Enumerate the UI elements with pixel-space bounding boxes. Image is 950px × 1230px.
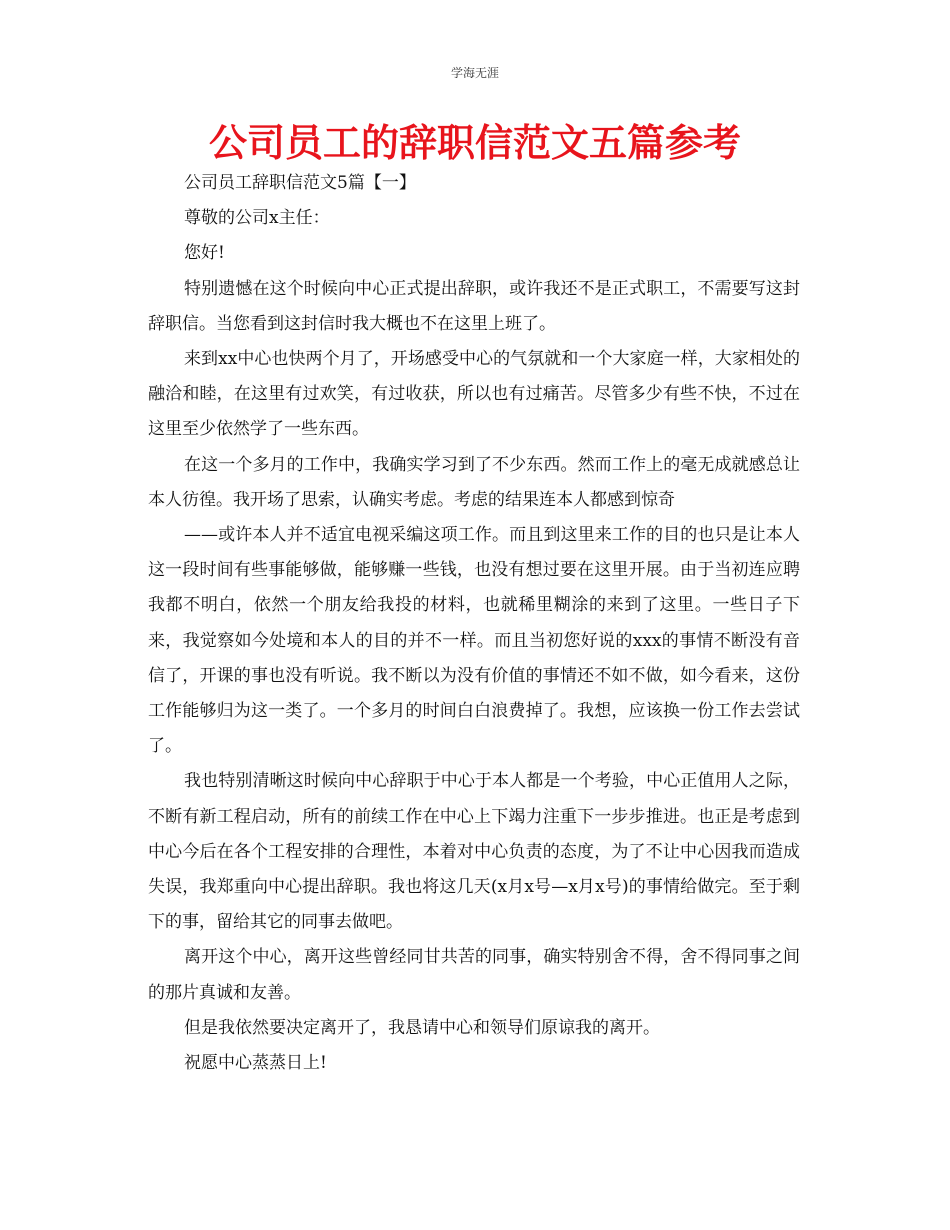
paragraph: 我也特别清晰这时候向中心辞职于中心于本人都是一个考验，中心正值用人之际，不断有新工程启动，所有的前续工作在中心上下竭力注重下一步步推进。也正是考虑到中心今后在各个工程安排的合理性，本着对中心负责的态度，为了不让中心因我而造成失误，我郑重向中心提出辞职。我也将这几天(x月x号—x月x号)的事情给做完。至于剩下的事，留给其它的同事去做吧。 [148,771,800,933]
paragraph: ——或许本人并不适宜电视采编这项工作。而且到这里来工作的目的也只是让本人这一段时间有些事能够做，能够赚一些钱，也没有想过要在这里开展。由于当初连应聘我都不明白，依然一个朋友给我投的材料，也就稀里糊涂的来到了这里。一些日子下来，我觉察如今处境和本人的目的并不一样。而且当初您好说的xxx的事情不断没有音信了，开课的事也没有听说。我不断以为没有价值的事情还不如不做，如今看来，这份工作能够归为这一类了。一个多月的时间白白浪费掉了。我想，应该换一份工作去尝试了。 [148,525,800,757]
closing-wish: 祝愿中心蒸蒸日上! [184,1053,327,1074]
salutation: 尊敬的公司x主任： [184,208,330,229]
paragraph: 离开这个中心，离开这些曾经同甘共苦的同事，确实特别舍不得，舍不得同事之间的那片真诚和友善。 [148,947,800,1003]
section-subtitle: 公司员工辞职信范文5篇【一】 [184,173,416,193]
greeting: 您好! [184,243,225,264]
document-body [148,166,800,1081]
paragraph: 特别遗憾在这个时候向中心正式提出辞职，或许我还不是正式职工，不需要写这封辞职信。当您看到这封信时我大概也不在这里上班了。 [148,278,800,334]
header-note: 学海无涯 [450,66,499,80]
paragraph: 但是我依然要决定离开了，我恳请中心和领导们原谅我的离开。 [184,1017,660,1038]
document-title: 公司员工的辞职信范文五篇参考 [208,121,741,165]
paragraph: 在这一个多月的工作中，我确实学习到了不少东西。然而工作上的毫无成就感总让本人彷徨。我开场了思索，认确实考虑。考虑的结果连本人都感到惊奇 [148,454,800,510]
paragraph: 来到xx中心也快两个月了，开场感受中心的气氛就和一个大家庭一样，大家相处的融洽和睦，在这里有过欢笑，有过收获，所以也有过痛苦。尽管多少有些不快，不过在这里至少依然学了一些东西。 [148,349,800,440]
